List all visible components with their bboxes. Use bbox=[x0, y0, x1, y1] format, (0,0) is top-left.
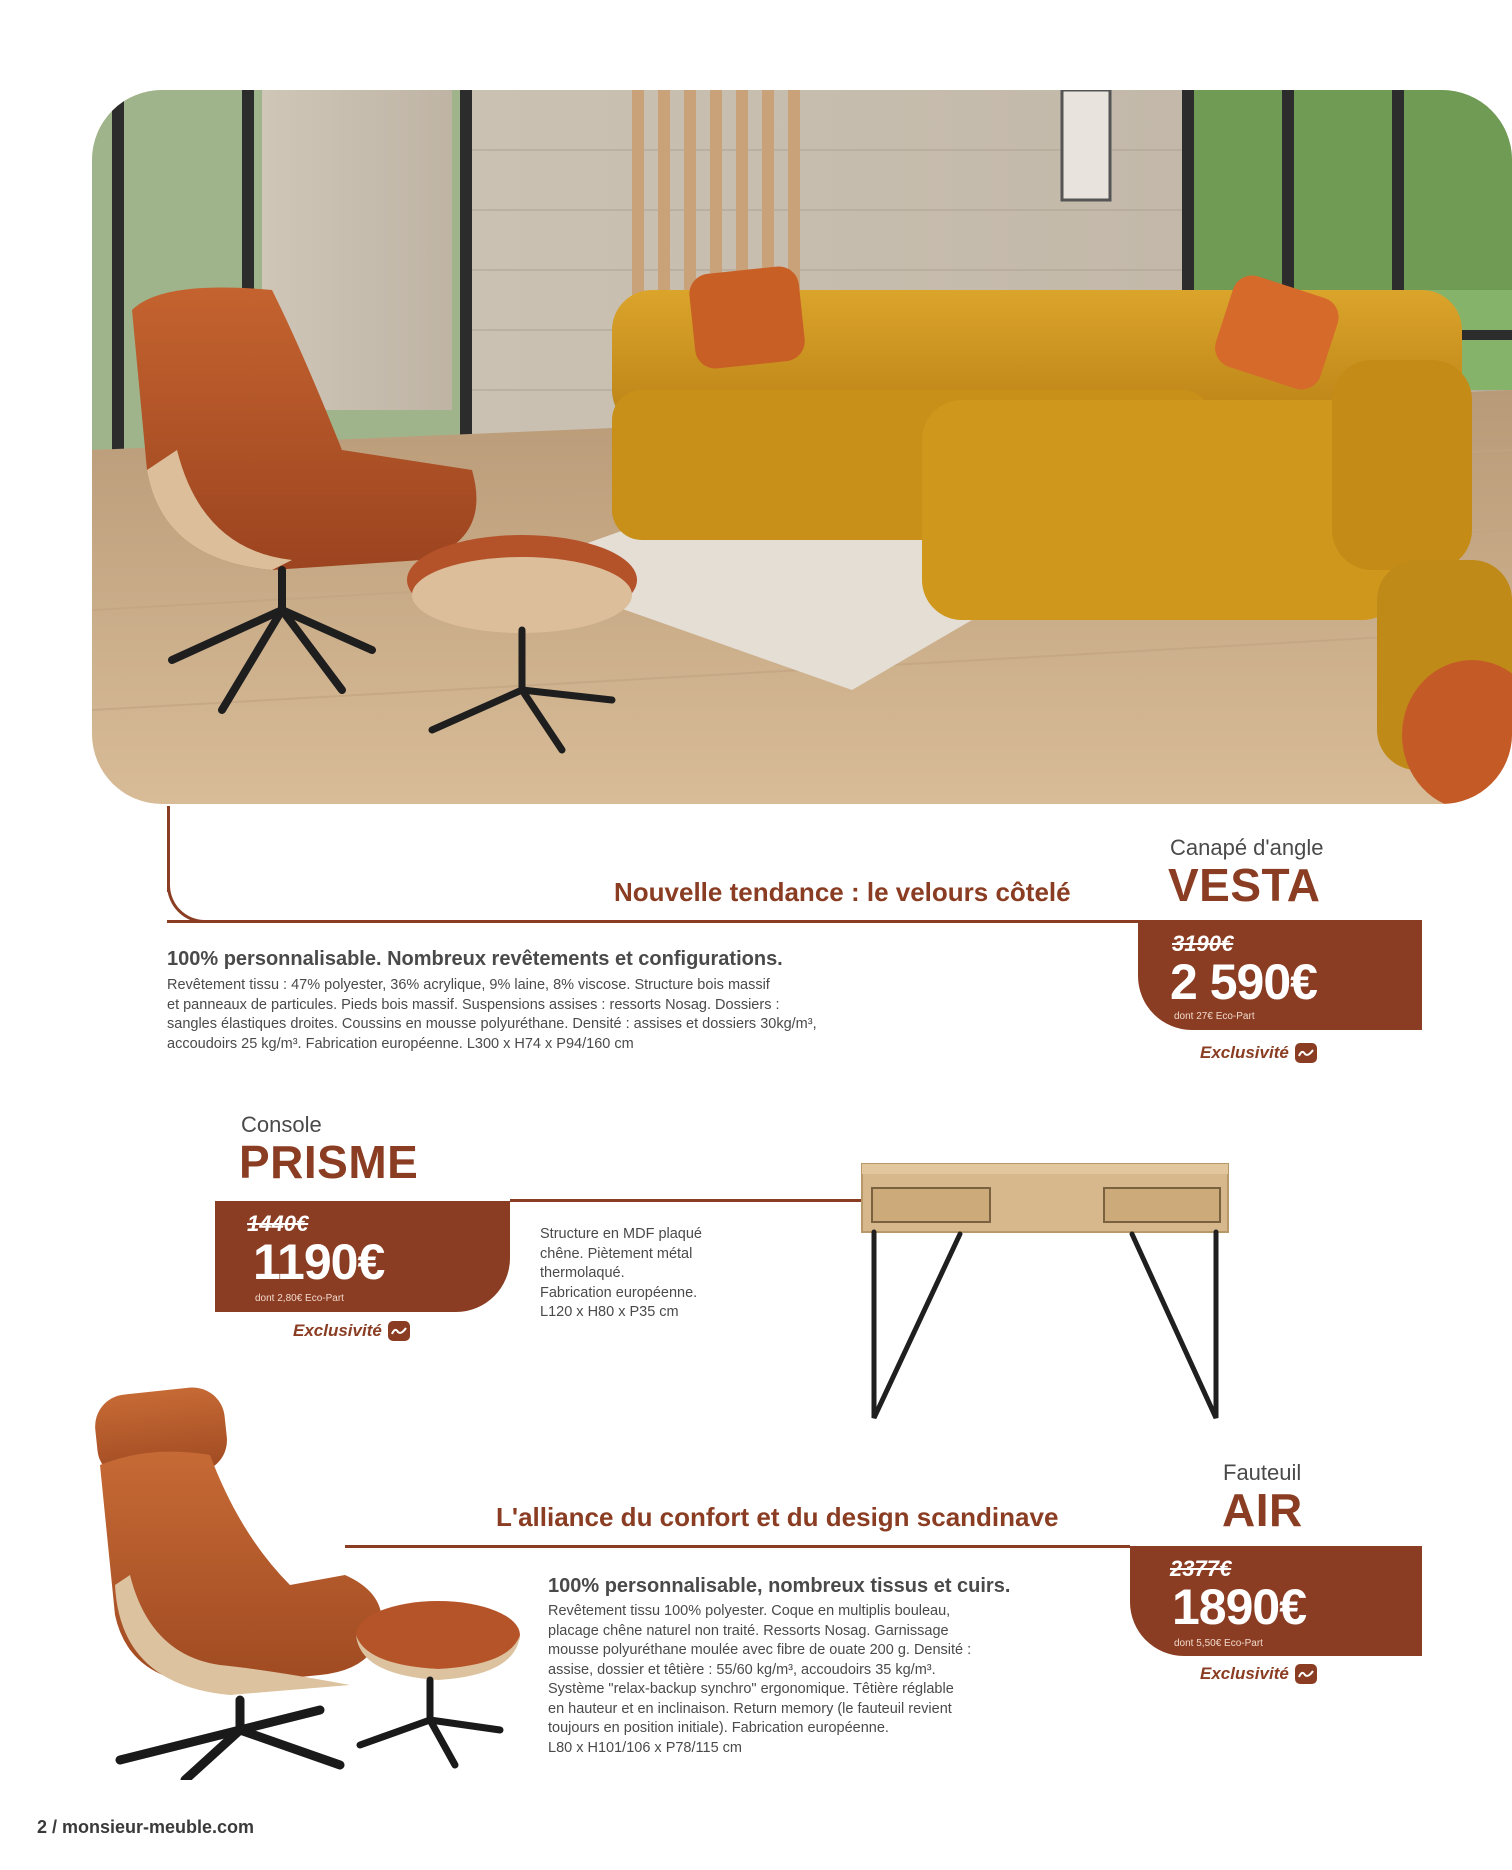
vesta-old-price: 3190€ bbox=[1172, 931, 1234, 956]
prisme-price-tag bbox=[215, 1201, 510, 1312]
vesta-eco-part: dont 27€ Eco-Part bbox=[1174, 1011, 1255, 1022]
desc-line: thermolaqué. bbox=[540, 1265, 625, 1281]
vesta-price: 2 590€ bbox=[1170, 954, 1317, 1010]
vesta-product-type: Canapé d'angle bbox=[1170, 835, 1324, 860]
desc-line: Structure en MDF plaqué bbox=[540, 1226, 702, 1242]
prisme-price: 1190€ bbox=[253, 1234, 385, 1290]
vesta-price-tag bbox=[1138, 923, 1422, 1030]
vesta-exclusive bbox=[1200, 1043, 1317, 1063]
armchair-image bbox=[90, 1385, 530, 1780]
air-description bbox=[548, 1602, 971, 1758]
desc-line: Revêtement tissu : 47% polyester, 36% acrylique, 9% laine, 8% viscose. Structure bois massif bbox=[167, 977, 770, 993]
page-footer: 2 / monsieur-meuble.com bbox=[37, 1817, 255, 1837]
living-room-scene bbox=[92, 90, 1512, 804]
desc-line: Fabrication européenne. bbox=[540, 1284, 698, 1301]
prisme-bracket-horizontal bbox=[510, 1199, 865, 1202]
brand-logo-icon bbox=[1295, 1043, 1317, 1063]
prisme-old-price: 1440€ bbox=[247, 1211, 309, 1236]
prisme-exclusive-label: Exclusivité bbox=[293, 1321, 382, 1340]
desc-line: Revêtement tissu 100% polyester. Coque en multiplis bouleau, bbox=[548, 1603, 951, 1619]
air-price-tag bbox=[1130, 1546, 1422, 1656]
air-product-name: AIR bbox=[1222, 1484, 1303, 1536]
air-price: 1890€ bbox=[1172, 1579, 1307, 1635]
desc-line: et panneaux de particules. Pieds bois massif. Suspensions assises : ressorts Nosag. Dossiers : bbox=[167, 996, 780, 1013]
desc-line: toujours en position initiale). Fabrication européenne. bbox=[548, 1720, 889, 1736]
air-old-price: 2377€ bbox=[1170, 1556, 1232, 1581]
vesta-bracket-curve bbox=[167, 880, 210, 923]
air-tagline: L'alliance du confort et du design scandinave bbox=[496, 1502, 1059, 1532]
desc-line: sangles élastiques droites. Coussins en mousse polyuréthane. Densité : assises et dossiers 30kg/m³, bbox=[167, 1016, 817, 1032]
desc-line: L80 x H101/106 x P78/115 cm bbox=[548, 1739, 742, 1756]
prisme-product-type: Console bbox=[241, 1112, 322, 1137]
vesta-description bbox=[167, 976, 1087, 1054]
prisme-eco-part: dont 2,80€ Eco-Part bbox=[255, 1293, 344, 1304]
desc-line: assise, dossier et têtière : 55/60 kg/m³, accoudoirs 35 kg/m³. bbox=[548, 1661, 936, 1678]
prisme-exclusive bbox=[293, 1321, 410, 1341]
desc-line: Système "relax-backup synchro" ergonomique. Têtière réglable bbox=[548, 1681, 954, 1697]
air-description-title: 100% personnalisable, nombreux tissus et cuirs. bbox=[548, 1575, 1011, 1597]
desc-line: chêne. Piètement métal bbox=[540, 1245, 693, 1262]
air-exclusive-label: Exclusivité bbox=[1200, 1664, 1289, 1683]
prisme-product-name: PRISME bbox=[239, 1136, 419, 1188]
desc-line: placage chêne naturel non traité. Ressorts Nosag. Garnissage bbox=[548, 1622, 949, 1639]
air-exclusive bbox=[1200, 1664, 1317, 1684]
air-eco-part: dont 5,50€ Eco-Part bbox=[1174, 1638, 1263, 1649]
brand-logo-icon bbox=[1295, 1664, 1317, 1684]
vesta-product-name: VESTA bbox=[1168, 859, 1321, 911]
vesta-tagline: Nouvelle tendance : le velours côtelé bbox=[614, 877, 1071, 907]
vesta-exclusive-label: Exclusivité bbox=[1200, 1043, 1289, 1062]
air-product-type: Fauteuil bbox=[1223, 1460, 1302, 1485]
brand-logo-icon bbox=[388, 1321, 410, 1341]
console-table-image bbox=[860, 1160, 1240, 1425]
desc-line: mousse polyuréthane moulée avec fibre de ouate 200 g. Densité : bbox=[548, 1642, 972, 1658]
desc-line: L120 x H80 x P35 cm bbox=[540, 1304, 679, 1320]
desc-line: accoudoirs 25 kg/m³. Fabrication européenne. L300 x H74 x P94/160 cm bbox=[167, 1035, 634, 1052]
vesta-description-title: 100% personnalisable. Nombreux revêtements et configurations. bbox=[167, 948, 783, 970]
prisme-description bbox=[540, 1225, 702, 1323]
hero-photo bbox=[92, 90, 1512, 804]
desc-line: en hauteur et en inclinaison. Return memory (le fauteuil revient bbox=[548, 1700, 952, 1717]
